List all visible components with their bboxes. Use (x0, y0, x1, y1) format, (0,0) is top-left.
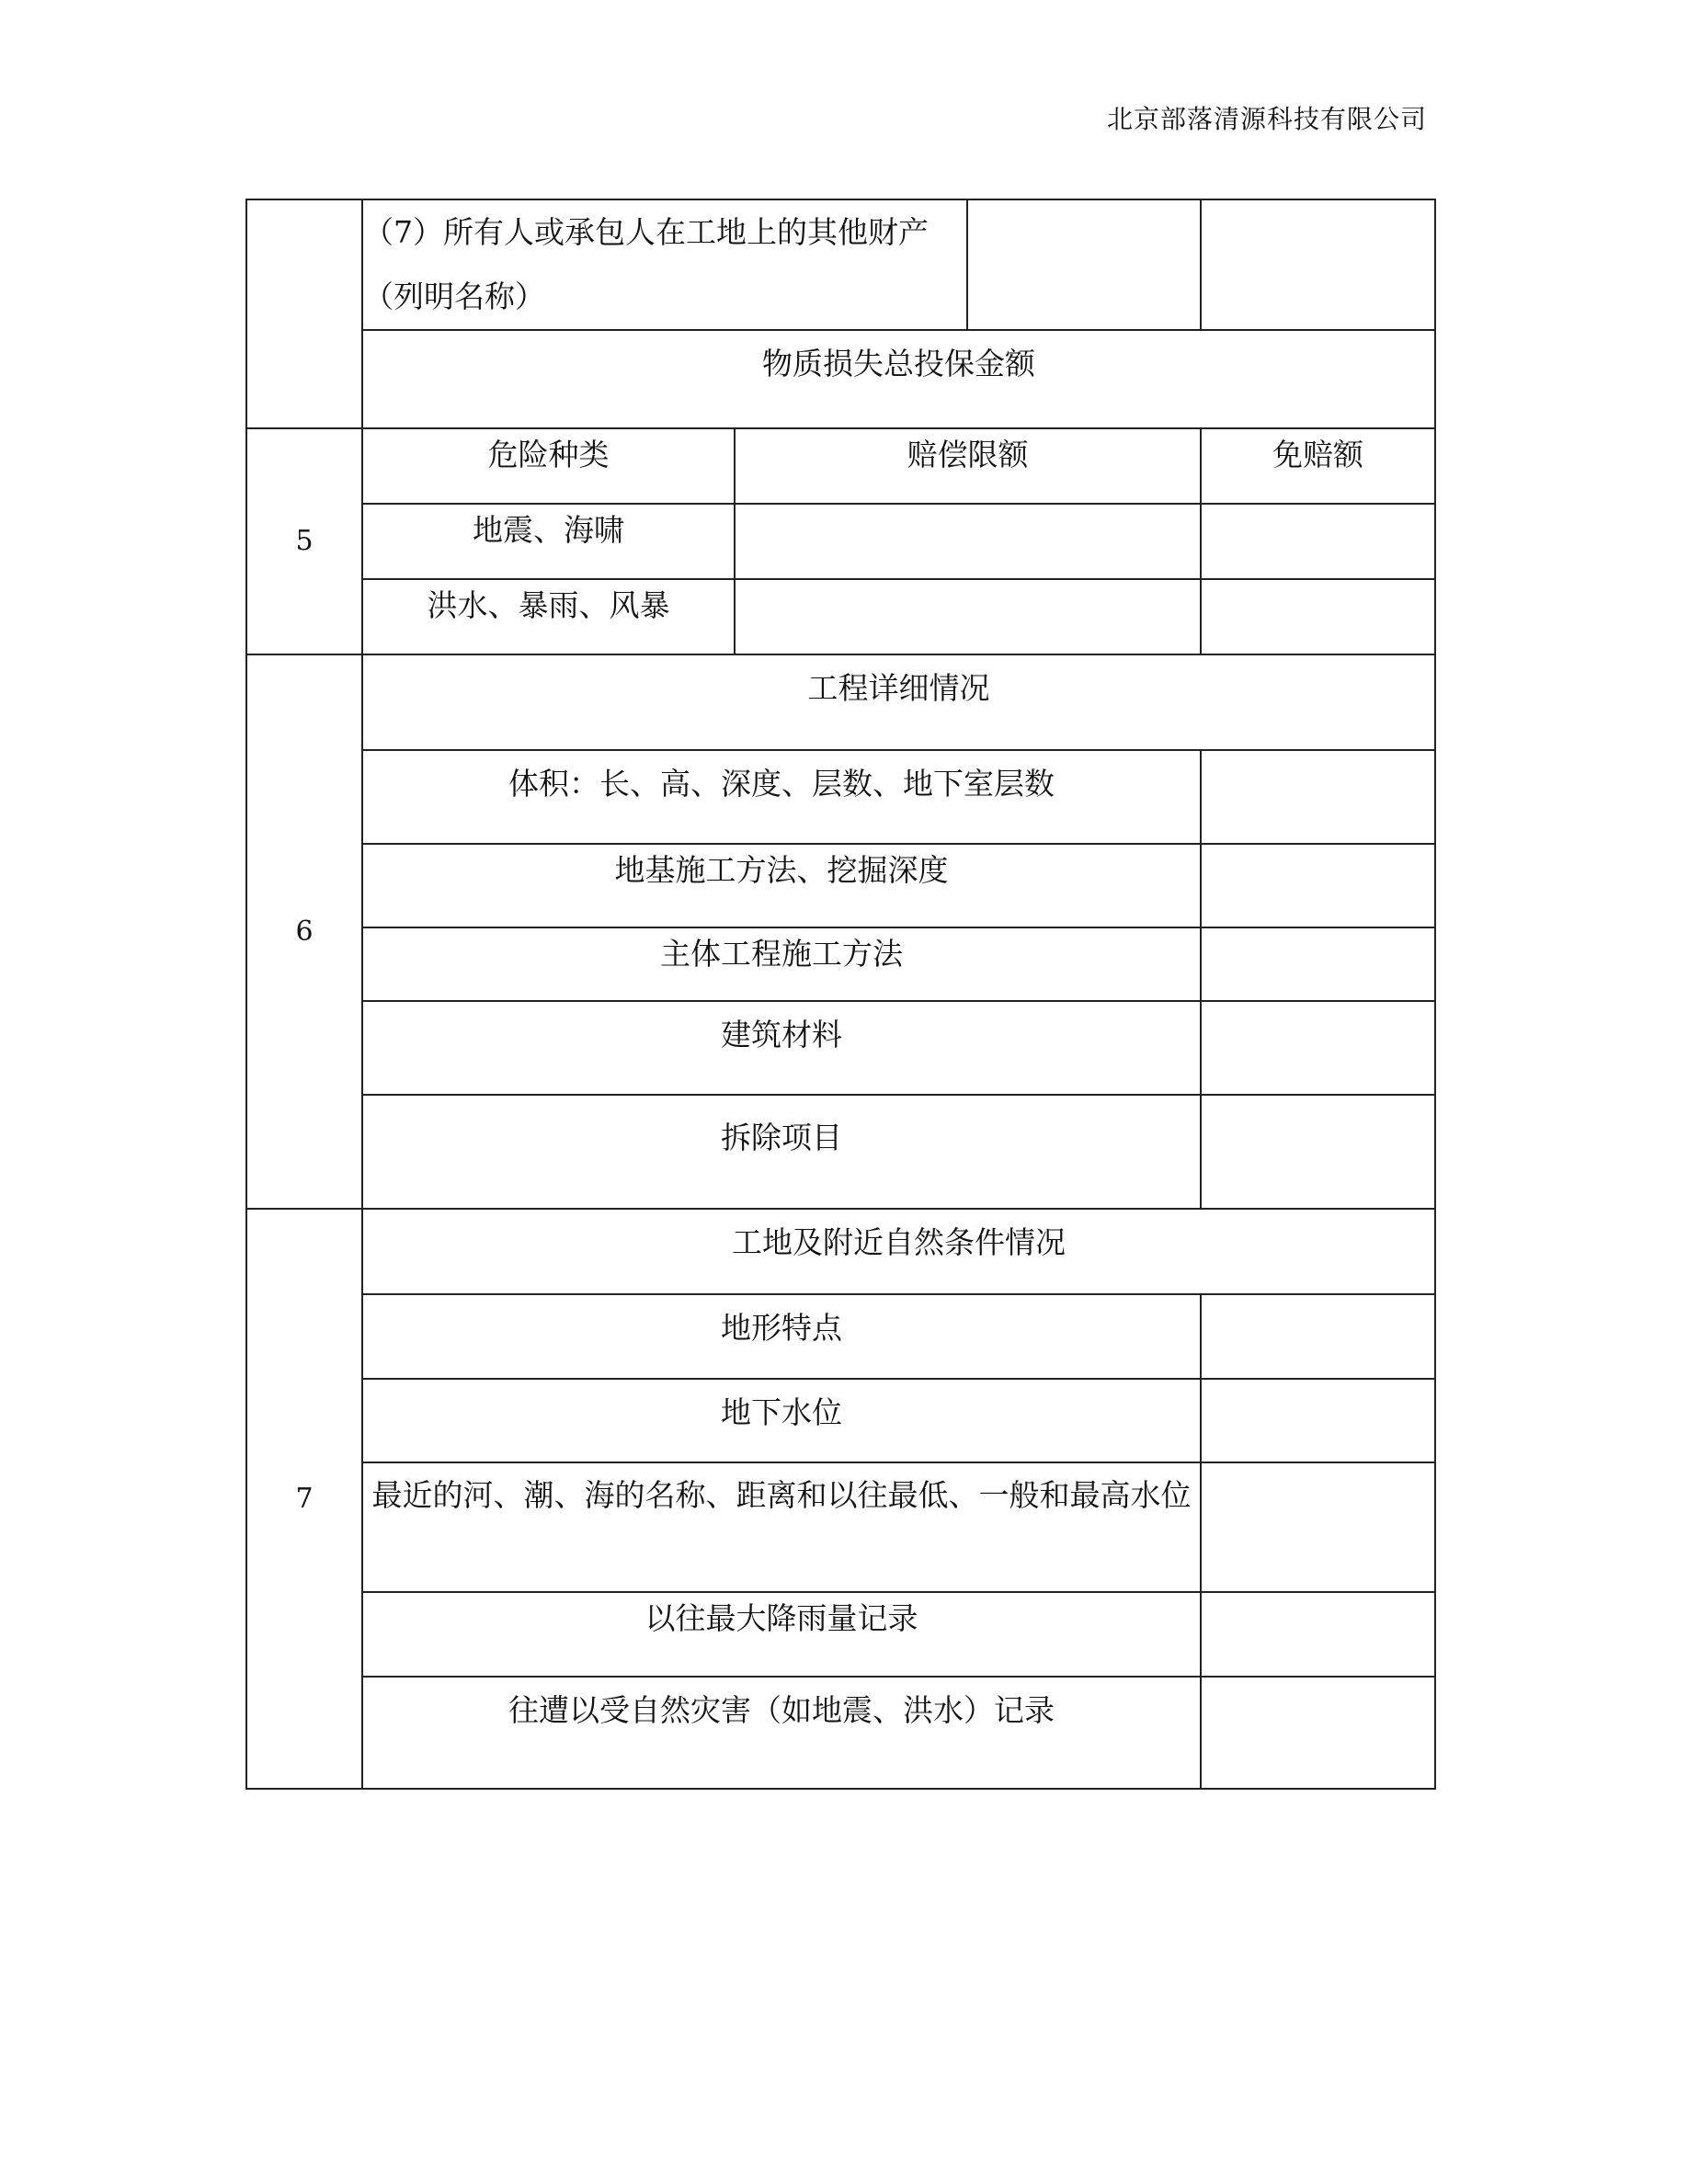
terrain-label: 地形特点 (721, 1310, 842, 1346)
terrain-value-cell[interactable] (1201, 1294, 1435, 1379)
item7-extra-cell[interactable] (1201, 199, 1435, 330)
building-materials-value-cell[interactable] (1201, 1001, 1435, 1095)
section5-number: 5 (246, 428, 362, 654)
groundwater-value-cell[interactable] (1201, 1379, 1435, 1462)
main-construction-method-value-cell[interactable] (1201, 927, 1435, 1001)
foundation-method-label: 地基施工方法、挖掘深度 (614, 852, 949, 888)
risk-row-flood: 洪水、暴雨、风暴 (427, 587, 670, 623)
total-insured-label: 物质损失总投保金额 (762, 346, 1035, 381)
max-rainfall-value-cell[interactable] (1201, 1592, 1435, 1677)
volume-label: 体积：长、高、深度、层数、地下室层数 (508, 766, 1055, 802)
demolition-items-label: 拆除项目 (721, 1120, 842, 1155)
max-rainfall-label: 以往最大降雨量记录 (644, 1600, 918, 1636)
flood-limit-cell[interactable] (735, 579, 1201, 654)
section6-title: 工程详细情况 (807, 670, 990, 706)
compensation-limit-header: 赔偿限额 (907, 437, 1029, 472)
earthquake-deductible-cell[interactable] (1201, 504, 1435, 579)
building-materials-label: 建筑材料 (721, 1017, 842, 1052)
groundwater-label: 地下水位 (721, 1394, 842, 1430)
nearest-water-label: 最近的河、潮、海的名称、距离和以往最低、一般和最高水位 (371, 1477, 1192, 1513)
risk-type-header: 危险种类 (487, 437, 610, 472)
item7-label-cell (362, 199, 967, 330)
flood-deductible-cell[interactable] (1201, 579, 1435, 654)
nearest-water-value-cell[interactable] (1201, 1462, 1435, 1592)
foundation-method-value-cell[interactable] (1201, 844, 1435, 927)
insurance-form-table (245, 199, 1434, 1790)
item7-value-cell[interactable] (967, 199, 1201, 330)
demolition-items-value-cell[interactable] (1201, 1095, 1435, 1209)
earthquake-limit-cell[interactable] (735, 504, 1201, 579)
item7-label: （7）所有人或承包人在工地上的其他财产（列明名称） (363, 214, 929, 314)
disaster-record-label: 往遭以受自然灾害（如地震、洪水）记录 (508, 1692, 1055, 1728)
section6-number: 6 (246, 654, 362, 1209)
section7-title: 工地及附近自然条件情况 (732, 1224, 1066, 1260)
deductible-header: 免赔额 (1272, 437, 1363, 472)
volume-value-cell[interactable] (1201, 750, 1435, 844)
main-construction-method-label: 主体工程施工方法 (660, 936, 903, 972)
company-header: 北京部落清源科技有限公司 (1106, 104, 1427, 134)
section4-number-cell (246, 199, 362, 428)
risk-row-earthquake: 地震、海啸 (473, 512, 624, 548)
disaster-record-value-cell[interactable] (1201, 1677, 1435, 1789)
section7-number: 7 (246, 1209, 362, 1789)
